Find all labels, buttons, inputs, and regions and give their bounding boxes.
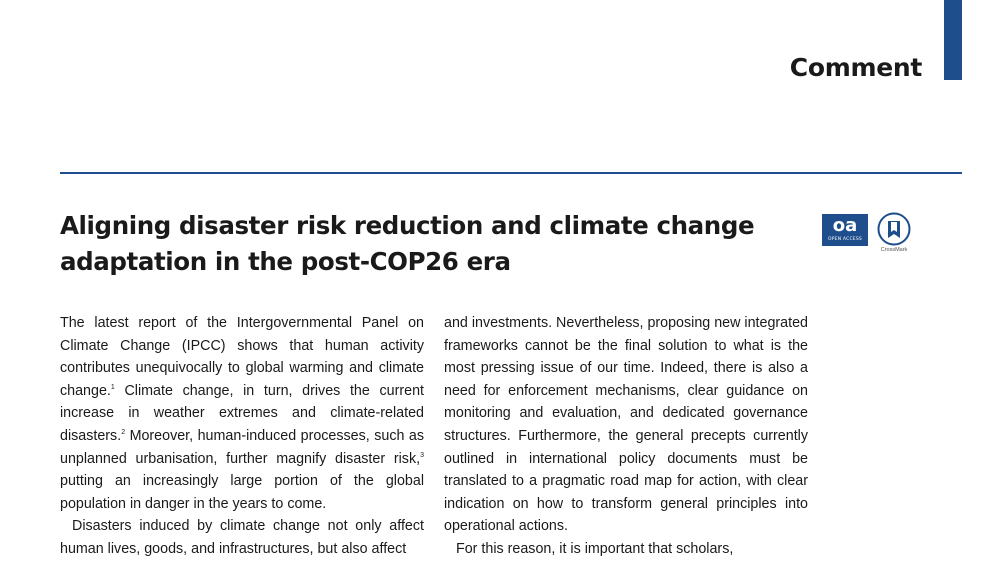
crossmark-logo	[877, 212, 911, 246]
reference-marker[interactable]: 2	[121, 429, 126, 437]
text-run: Climate change, in turn, drives the current increase in weather extremes and climate-related disasters.	[60, 382, 424, 444]
open-access-sub: OPEN ACCESS	[828, 237, 862, 242]
crossmark-label: CrossMark	[880, 247, 908, 253]
section-label: Comment	[789, 53, 922, 82]
paragraph	[60, 312, 424, 515]
paragraph: Disasters induced by climate change not only affect human lives, goods, and infrastructures, but also affect	[60, 518, 424, 557]
text-run: The latest report of the Intergovernmental Panel on Climate Change (IPCC) shows that human activity contributes unequivocally to global warming and climate change.	[60, 315, 424, 399]
reference-marker[interactable]: 3	[420, 451, 424, 459]
text-run: putting an increasingly large portion of the global population in danger in the years to come.	[60, 473, 424, 512]
reference-marker[interactable]: 1	[110, 384, 115, 392]
open-access-icon[interactable]	[822, 214, 868, 246]
body-column-left	[60, 312, 424, 561]
body-column-right	[444, 312, 808, 561]
article-title: Aligning disaster risk reduction and climate change adaptation in the post-COP26 era	[60, 211, 755, 276]
paragraph: and investments. Nevertheless, proposing new integrated frameworks cannot be the final solution to what is the most pressing issue of our time. Indeed, there is also a need for enforcement mechanisms, clear guidance on monitoring and evaluation, and dedicated governance structures. Furthermore, the general precepts currently outlined in international policy documents must be translated to a pragmatic road map for action, with clear indication on how to transform general principles into operational actions.	[444, 315, 808, 535]
header-divider	[60, 172, 962, 174]
text-run: Moreover, human-induced processes, such as unplanned urbanisation, further magnify disaster risk,	[60, 427, 424, 467]
paragraph: For this reason, it is important that scholars,	[456, 540, 734, 557]
open-access-mark: oa	[832, 215, 858, 236]
crossmark-icon[interactable]	[874, 212, 914, 256]
section-color-bar	[944, 0, 962, 80]
